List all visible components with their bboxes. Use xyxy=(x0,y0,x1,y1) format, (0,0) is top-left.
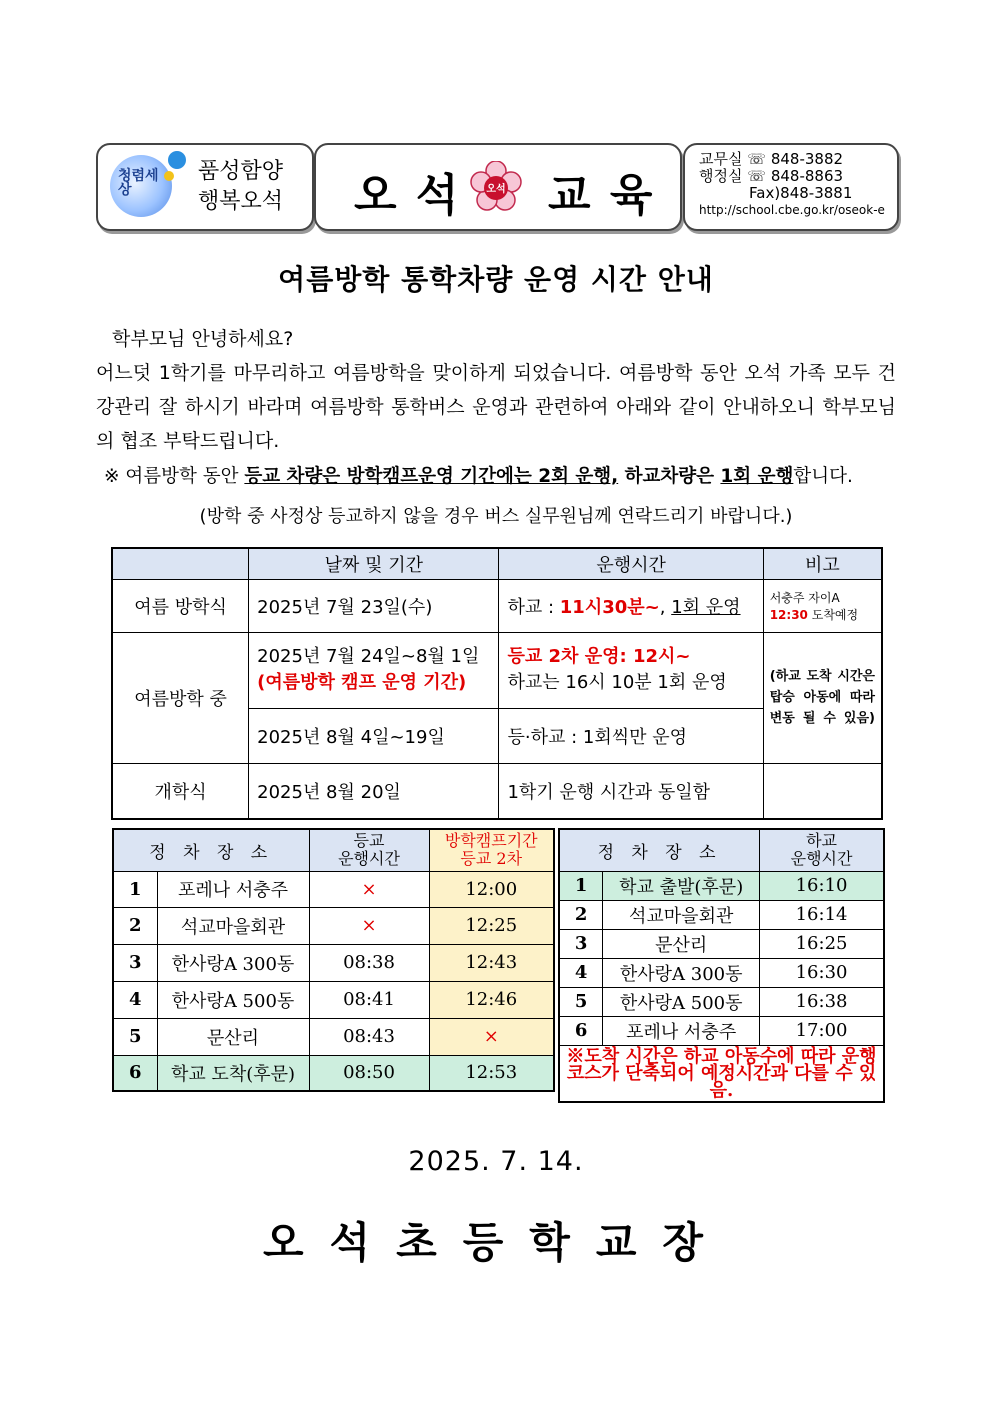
afternoon-header-time xyxy=(760,829,884,871)
office-label: 교무실 xyxy=(699,150,743,168)
row-time xyxy=(499,632,763,708)
logo-dot-yellow xyxy=(164,171,174,181)
time-red: 등교 2차 운영: 12시~ xyxy=(507,646,691,667)
stop-name: 문산리 xyxy=(157,1018,309,1055)
stop-time: 08:43 xyxy=(309,1018,429,1055)
body-paragraph: 어느덧 1학기를 마무리하고 여름방학을 맞이하게 되었습니다. 여름방학 동안 오석 가족 모두 건강관리 잘 하시기 바라며 여름방학 통학버스 운영과 관련하여 아래와 같이 안내하오니 학부모님의 협조 부탁드립니다. xyxy=(96,362,896,452)
schedule-header-date: 날짜 및 기간 xyxy=(249,548,499,579)
table-row xyxy=(112,632,882,708)
stop-number: 1 xyxy=(559,871,603,900)
logo-text: 청렴세상 xyxy=(118,168,159,198)
fax-number: Fax)848-3881 xyxy=(749,184,853,202)
admin-phone: 848-8863 xyxy=(770,167,844,185)
motto-line-2: 행복오석 xyxy=(198,189,284,214)
notice-underline-2: 1회 운행 xyxy=(720,466,794,487)
stop-time: 08:41 xyxy=(309,981,429,1018)
office-phone: 848-3882 xyxy=(770,150,844,168)
morning-header-stop: 정 차 장 소 xyxy=(113,829,309,871)
afternoon-header-row xyxy=(559,829,884,871)
stop-number: 5 xyxy=(113,1018,157,1055)
stop-number: 3 xyxy=(113,944,157,981)
row-note: (하교 도착 시간은 탑승 아동에 따라 변동 될 수 있음) xyxy=(763,632,882,763)
table-row xyxy=(113,907,554,944)
newsletter-title-box xyxy=(314,143,682,231)
stop-number: 6 xyxy=(113,1055,157,1091)
stop-camp-time: × xyxy=(429,1018,554,1055)
emblem-text: 오석 xyxy=(486,184,506,195)
time-line: 하교는 16시 10분 1회 운영 xyxy=(507,672,727,693)
stop-time: 08:38 xyxy=(309,944,429,981)
stop-time: 08:50 xyxy=(309,1055,429,1091)
stop-name: 학교 출발(후문) xyxy=(603,871,760,900)
school-logo-box xyxy=(96,143,314,231)
notice-underline-1: 등교 차량은 방학캠프운영 기간에는 2회 운행, xyxy=(244,466,619,487)
table-row xyxy=(112,579,882,632)
schedule-header-note: 비고 xyxy=(763,548,882,579)
header-line-2: 운행시간 xyxy=(338,849,400,869)
contact-box xyxy=(683,143,899,231)
phone-icon: ☏ xyxy=(747,150,767,168)
office-contact xyxy=(699,151,885,168)
stop-camp-time: 12:25 xyxy=(429,907,554,944)
stop-name: 포레나 서충주 xyxy=(157,871,309,907)
table-row xyxy=(559,1045,884,1102)
stop-number: 2 xyxy=(113,907,157,944)
phone-icon: ☏ xyxy=(747,167,767,185)
row-label: 개학식 xyxy=(112,763,249,819)
note-rest: 도착예정 xyxy=(807,607,859,622)
time-underline: 1회 운영 xyxy=(671,596,741,618)
table-row xyxy=(112,763,882,819)
stop-number: 5 xyxy=(559,987,603,1016)
admin-contact xyxy=(699,168,885,185)
note-line-2 xyxy=(770,606,875,623)
row-date: 2025년 8월 4일~19일 xyxy=(249,708,499,763)
logo-dot-blue xyxy=(168,151,186,169)
greeting: 학부모님 안녕하세요? xyxy=(112,328,294,350)
stop-name: 포레나 서충주 xyxy=(603,1016,760,1045)
schedule-table xyxy=(111,547,883,820)
afternoon-stop-table xyxy=(558,828,885,1103)
stop-number: 4 xyxy=(559,958,603,987)
table-row xyxy=(559,929,884,958)
schedule-header-time: 운행시간 xyxy=(499,548,763,579)
notice-suffix: 합니다. xyxy=(793,466,853,487)
afternoon-header-stop: 정 차 장 소 xyxy=(559,829,760,871)
stop-time: × xyxy=(309,907,429,944)
camp-period: (여름방학 캠프 운영 기간) xyxy=(257,672,467,693)
table-row xyxy=(113,871,554,907)
stop-name: 한사랑A 300동 xyxy=(157,944,309,981)
contact-info xyxy=(699,151,885,219)
stop-number: 6 xyxy=(559,1016,603,1045)
notice-mid: 하교차량은 xyxy=(618,466,721,487)
row-time: 등·하교 : 1회씩만 운영 xyxy=(499,708,763,763)
table-row xyxy=(559,871,884,900)
title-right: 교 육 xyxy=(548,170,655,221)
table-row xyxy=(113,981,554,1018)
stop-time: 16:25 xyxy=(760,929,884,958)
row-time xyxy=(499,579,763,632)
row-label: 여름 방학식 xyxy=(112,579,249,632)
stop-time: 16:38 xyxy=(760,987,884,1016)
signer: 오석초등학교장 xyxy=(262,1218,729,1267)
stop-name: 한사랑A 500동 xyxy=(603,987,760,1016)
table-row xyxy=(559,958,884,987)
document-title: 여름방학 통학차량 운영 시간 안내 xyxy=(278,263,714,296)
stop-camp-time: 12:43 xyxy=(429,944,554,981)
time-prefix: 하교 : xyxy=(507,596,560,618)
table-row xyxy=(113,1018,554,1055)
row-date: 2025년 7월 23일(수) xyxy=(249,579,499,632)
stop-name: 한사랑A 500동 xyxy=(157,981,309,1018)
school-motto xyxy=(198,157,283,217)
table-row xyxy=(559,1016,884,1045)
note-red: 12:30 xyxy=(769,607,808,622)
stop-name: 학교 도착(후문) xyxy=(157,1055,309,1091)
stop-time: 16:10 xyxy=(760,871,884,900)
motto-line-1: 품성함양 xyxy=(198,159,284,184)
stop-name: 한사랑A 300동 xyxy=(603,958,760,987)
morning-header-row xyxy=(113,829,554,871)
schedule-header-blank xyxy=(112,548,249,579)
stop-name: 문산리 xyxy=(603,929,760,958)
row-note xyxy=(763,763,882,819)
row-date xyxy=(249,632,499,708)
stop-camp-time: 12:00 xyxy=(429,871,554,907)
stop-time: 17:00 xyxy=(760,1016,884,1045)
stop-time: 16:30 xyxy=(760,958,884,987)
note-line-1: 서충주 자이A xyxy=(769,590,840,605)
date-line: 2025년 7월 24일~8월 1일 xyxy=(257,646,480,667)
header-line-1: 하교 xyxy=(806,831,838,851)
admin-label: 행정실 xyxy=(699,167,743,185)
title-left: 오 석 xyxy=(354,170,461,221)
schedule-header-row xyxy=(112,548,882,579)
stop-number: 1 xyxy=(113,871,157,907)
notice-prefix: ※ 여름방학 동안 xyxy=(104,466,245,487)
stop-name: 석교마을회관 xyxy=(603,900,760,929)
row-label: 여름방학 중 xyxy=(112,632,249,763)
table-row xyxy=(559,987,884,1016)
header-line-2: 등교 2차 xyxy=(460,849,523,869)
morning-header-time xyxy=(309,829,429,871)
header-line-1: 방학캠프기간 xyxy=(444,831,538,851)
document-date: 2025. 7. 14. xyxy=(408,1146,584,1177)
school-emblem-icon xyxy=(470,161,522,213)
time-sep: , xyxy=(659,596,672,618)
stop-time: × xyxy=(309,871,429,907)
stop-camp-time: 12:46 xyxy=(429,981,554,1018)
stop-number: 3 xyxy=(559,929,603,958)
row-date: 2025년 8월 20일 xyxy=(249,763,499,819)
table-row xyxy=(113,1055,554,1091)
notice-line-2: (방학 중 사정상 등교하지 않을 경우 버스 실무원님께 연락드리기 바랍니다.) xyxy=(199,506,793,527)
header-line-1: 등교 xyxy=(353,831,385,851)
notice-line xyxy=(104,460,853,494)
morning-header-camp xyxy=(429,829,554,871)
time-red: 11시30분~ xyxy=(559,596,660,618)
stop-camp-time: 12:53 xyxy=(429,1055,554,1091)
table-row xyxy=(559,900,884,929)
morning-stop-table xyxy=(112,828,555,1092)
row-time: 1학기 운행 시간과 동일함 xyxy=(499,763,763,819)
arrival-note: ※도착 시간은 하교 아동수에 따라 운행 코스가 단축되어 예정시간과 다를 수 있음. xyxy=(559,1045,884,1102)
stop-number: 4 xyxy=(113,981,157,1018)
stop-name: 석교마을회관 xyxy=(157,907,309,944)
stop-number: 2 xyxy=(559,900,603,929)
stop-time: 16:14 xyxy=(760,900,884,929)
header-line-2: 운행시간 xyxy=(790,849,853,869)
row-note xyxy=(763,579,882,632)
school-url[interactable]: http://school.cbe.go.kr/oseok-e xyxy=(699,203,885,217)
table-row xyxy=(113,944,554,981)
